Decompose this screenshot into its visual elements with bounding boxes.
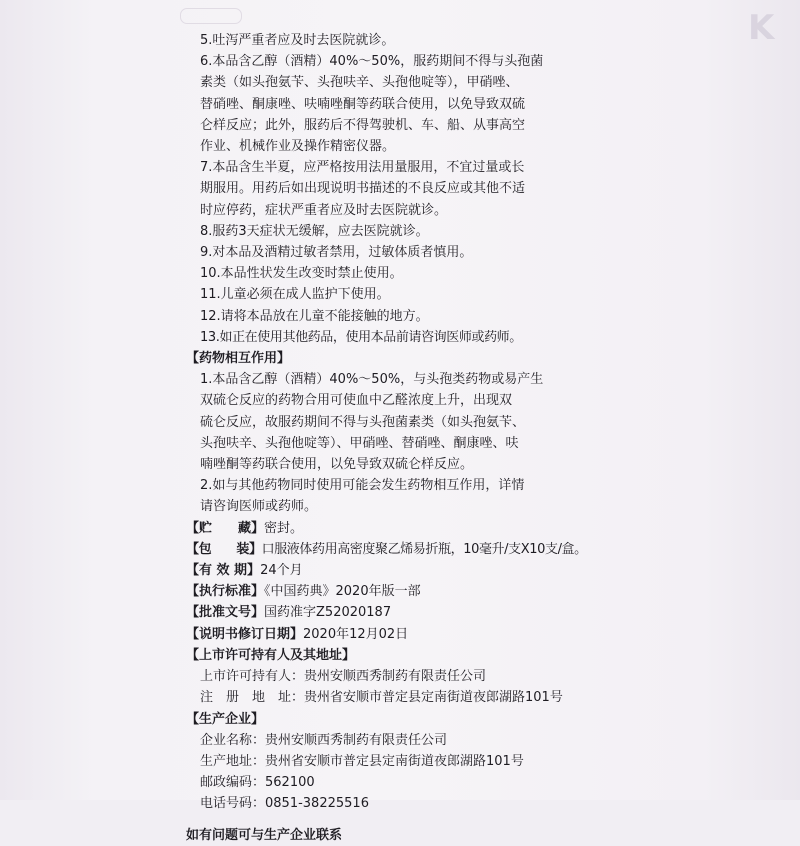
validity-label: 【有 效 期】: [186, 563, 261, 579]
approval-value: 国药准字Z52020187: [264, 605, 392, 621]
storage-label: 【贮 藏】: [186, 520, 265, 536]
validity-value: 24个月: [260, 563, 303, 579]
holder-name-row: [200, 666, 620, 687]
holder-name-value: 贵州安顺西秀制药有限责任公司: [304, 669, 487, 685]
revision-field: [186, 624, 620, 645]
manufacturer-header: 【生产企业】: [186, 711, 265, 727]
bleed-through-logo: K: [748, 8, 775, 48]
product-fields: [186, 518, 620, 645]
precaution-line: 11.儿童必须在成人监护下使用。: [200, 287, 390, 303]
precaution-line: 12.请将本品放在儿童不能接触的地方。: [200, 308, 429, 324]
precaution-line: 5.吐泻严重者应及时去医院就诊。: [200, 33, 395, 48]
manufacturer-phone-label: 电话号码：: [200, 796, 266, 812]
interaction-line: 请咨询医师或药师。: [200, 499, 318, 515]
manufacturer-address-value: 贵州省安顺市普定县定南街道夜郎湖路101号: [265, 753, 524, 769]
manufacturer-phone-value: 0851-38225516: [265, 796, 369, 812]
validity-field: [186, 560, 620, 581]
standard-field: [186, 581, 620, 602]
revision-value: 2020年12月02日: [303, 626, 409, 642]
manufacturer-company-label: 企业名称：: [200, 732, 266, 748]
storage-field: [186, 518, 620, 539]
precaution-line: 8.服药3天症状无缓解，应去医院就诊。: [200, 223, 429, 239]
storage-value: 密封。: [264, 520, 304, 536]
interaction-line: 硫仑反应，故服药期间不得与头孢菌素类（如头孢氨苄、: [200, 414, 526, 430]
precaution-line: 期服用。用药后如出现说明书描述的不良反应或其他不适: [200, 181, 526, 197]
precaution-line: 9.对本品及酒精过敏者禁用，过敏体质者慎用。: [200, 245, 473, 261]
contact-note: 如有问题可与生产企业联系: [186, 827, 343, 843]
manufacturer-postcode-label: 邮政编码：: [200, 775, 266, 791]
interaction-section: [186, 348, 620, 518]
holder-section: [186, 645, 620, 709]
manufacturer-postcode-row: [200, 772, 620, 793]
approval-field: [186, 602, 620, 623]
interaction-line: 1.本品含乙醇（酒精）40%～50%，与头孢类药物或易产生: [200, 372, 544, 388]
interaction-header: 【药物相互作用】: [186, 351, 291, 367]
approval-label: 【批准文号】: [186, 605, 265, 621]
holder-address-value: 贵州省安顺市普定县定南街道夜郎湖路101号: [304, 690, 563, 706]
precaution-line: 7.本品含生半夏，应严格按用法用量服用，不宜过量或长: [200, 160, 525, 176]
manufacturer-section: [186, 709, 620, 815]
precaution-line: 素类（如头孢氨苄、头孢呋辛、头孢他啶等），甲硝唑、: [200, 75, 519, 91]
standard-label: 【执行标准】: [186, 584, 265, 600]
precaution-line: 13.如正在使用其他药品，使用本品前请咨询医师或药师。: [200, 329, 522, 345]
manufacturer-company-value: 贵州安顺西秀制药有限责任公司: [265, 732, 448, 748]
manufacturer-address-row: [200, 751, 620, 772]
standard-value: 《中国药典》2020年版一部: [264, 584, 421, 600]
holder-address-row: [200, 687, 620, 708]
precaution-line: 替硝唑、酮康唑、呋喃唑酮等药联合使用，以免导致双硫: [200, 96, 526, 112]
precaution-line: 10.本品性状发生改变时禁止使用。: [200, 266, 403, 282]
holder-header: 【上市许可持有人及其地址】: [186, 647, 356, 663]
leaflet-content: [186, 30, 620, 846]
manufacturer-address-label: 生产地址：: [200, 753, 266, 769]
bleed-through-stamp: [180, 8, 242, 24]
holder-name-label: 上市许可持有人：: [200, 669, 305, 685]
package-value: 口服液体药用高密度聚乙烯易折瓶，10毫升/支X10支/盒。: [261, 541, 587, 557]
precaution-line: 作业、机械作业及操作精密仪器。: [200, 139, 396, 155]
precaution-line: 时应停药，症状严重者应及时去医院就诊。: [200, 202, 448, 218]
precaution-line: 6.本品含乙醇（酒精）40%～50%，服药期间不得与头孢菌: [200, 54, 544, 70]
interaction-line: 头孢呋辛、头孢他啶等）、甲硝唑、替硝唑、酮康唑、呋: [200, 435, 519, 451]
interaction-line: 双硫仑反应的药物合用可使血中乙醛浓度上升，出现双: [200, 393, 513, 409]
precaution-line: 仑样反应；此外，服药后不得驾驶机、车、船、从事高空: [200, 117, 526, 133]
precautions-list: [200, 30, 620, 348]
interaction-line: 喃唑酮等药联合使用，以免导致双硫仑样反应。: [200, 457, 474, 473]
interaction-line: 2.如与其他药物同时使用可能会发生药物相互作用，详情: [200, 478, 525, 494]
manufacturer-phone-row: [200, 793, 620, 814]
package-field: [186, 539, 620, 560]
manufacturer-company-row: [200, 730, 620, 751]
manufacturer-postcode-value: 562100: [265, 775, 315, 791]
revision-label: 【说明书修订日期】: [186, 626, 304, 642]
package-label: 【包 装】: [186, 541, 262, 557]
holder-address-label: 注 册 地 址：: [200, 690, 305, 706]
